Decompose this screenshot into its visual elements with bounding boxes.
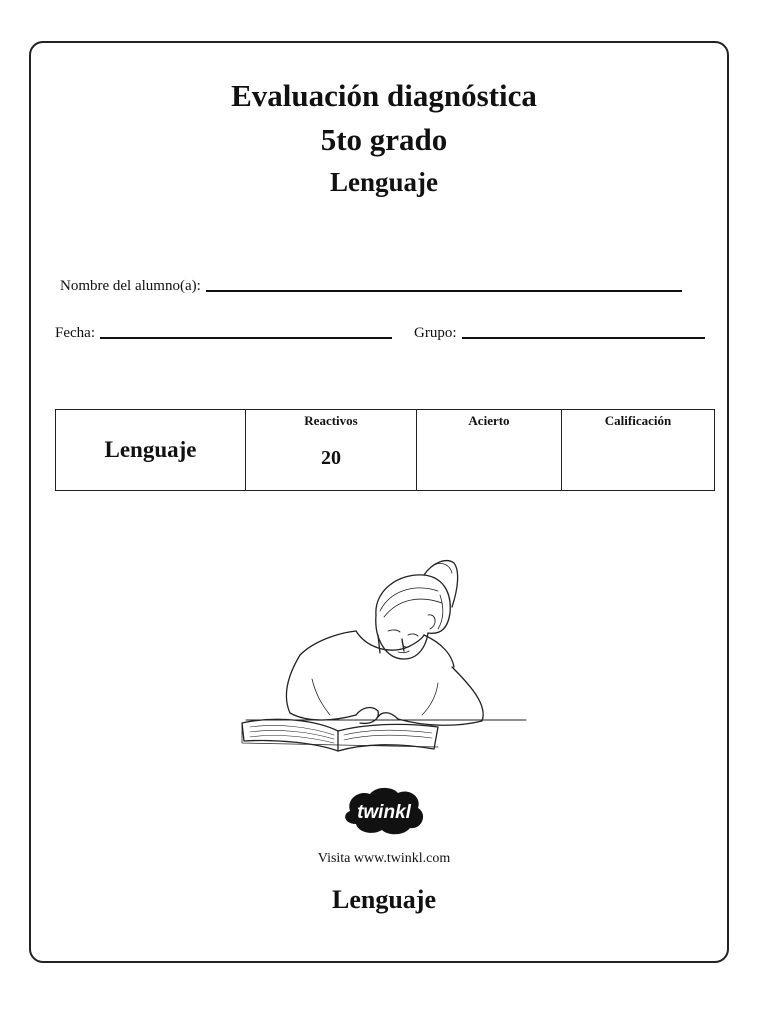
reactivos-value: 20 [321, 447, 341, 469]
date-field[interactable] [55, 325, 392, 342]
reactivos-header: Reactivos [304, 413, 358, 428]
group-field[interactable] [414, 325, 705, 342]
student-name-line[interactable] [206, 289, 682, 292]
document-title: Evaluación diagnóstica [231, 78, 537, 113]
calificacion-header: Calificación [604, 413, 672, 428]
group-line[interactable] [462, 336, 705, 339]
girl-reading-illustration [238, 555, 528, 760]
student-name-label: Nombre del alumno(a): [60, 278, 201, 294]
score-table [55, 409, 715, 491]
acierto-header: Acierto [468, 413, 510, 428]
subject-title: Lenguaje [330, 167, 438, 197]
acierto-cell[interactable] [417, 410, 562, 491]
table-row [56, 410, 715, 491]
footer-subject: Lenguaje [332, 885, 436, 914]
date-line[interactable] [100, 336, 392, 339]
visit-website-text: Visita www.twinkl.com [317, 851, 451, 866]
reactivos-cell [246, 410, 417, 491]
twinkl-logo-text: twinkl [357, 802, 411, 823]
subject-cell: Lenguaje [56, 410, 246, 491]
date-label: Fecha: [55, 325, 95, 341]
grade-title: 5to grado [320, 122, 448, 157]
student-name-field[interactable] [60, 278, 682, 295]
group-label: Grupo: [414, 325, 457, 341]
twinkl-logo [340, 784, 428, 843]
calificacion-cell[interactable] [562, 410, 715, 491]
